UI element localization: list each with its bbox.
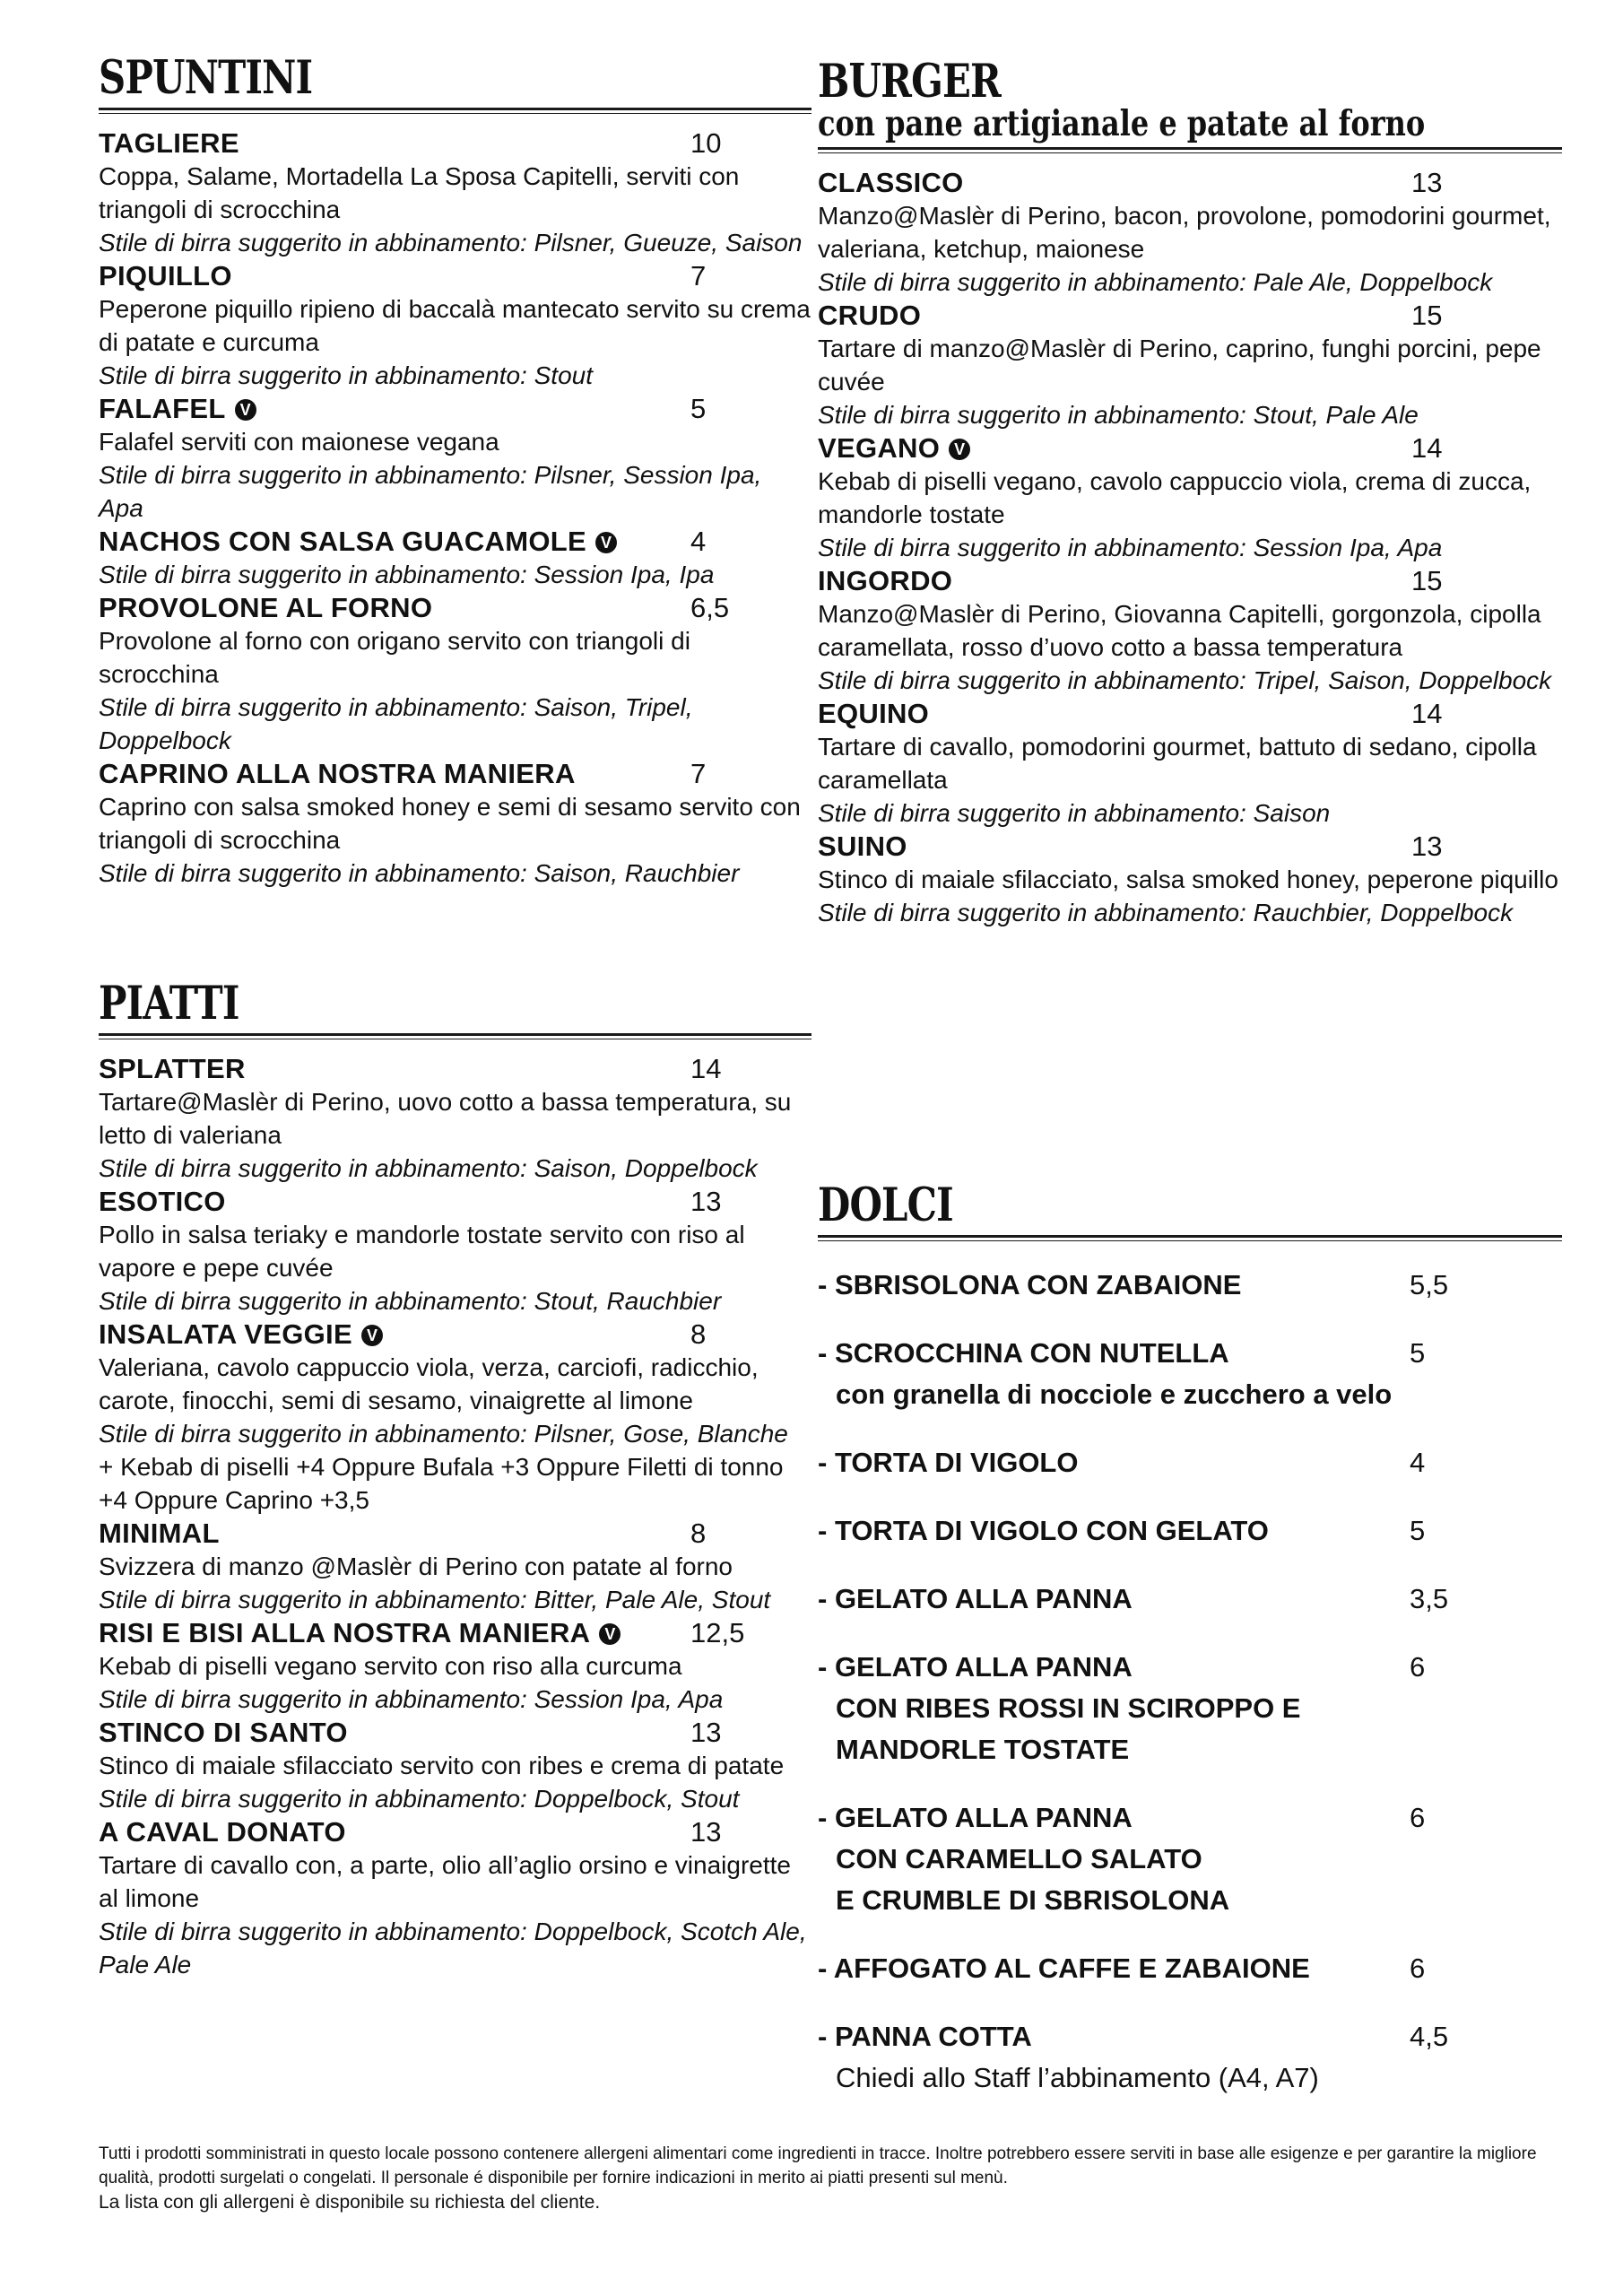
menu-item-description: Falafel serviti con maionese vegana: [99, 428, 499, 456]
section-divider: [818, 1235, 1562, 1241]
dessert-name: GELATO ALLA PANNA: [834, 1583, 1133, 1614]
menu-item: [99, 1052, 812, 1185]
menu-item-price: 10: [690, 127, 722, 159]
vegan-leaf-icon: V: [595, 532, 617, 553]
menu-item-name: PROVOLONE AL FORNO: [99, 592, 433, 623]
menu-item-price: 13: [690, 1186, 722, 1217]
menu-item-name: CRUDO: [818, 300, 922, 331]
vegan-leaf-icon: V: [949, 439, 970, 460]
dessert-detail-line: MANDORLE TOSTATE: [836, 1734, 1130, 1765]
menu-item: [818, 299, 1562, 431]
menu-item-description: Coppa, Salame, Mortadella La Sposa Capitelli, serviti con triangoli di scrocchina: [99, 162, 740, 223]
menu-item-price: 14: [1411, 698, 1443, 729]
vegan-leaf-icon: V: [599, 1623, 621, 1645]
dessert-price: 5: [1410, 1337, 1426, 1369]
menu-item: [99, 1517, 812, 1616]
menu-item: [99, 259, 812, 392]
dessert-item: [818, 2016, 1562, 2099]
menu-item-header: [99, 1815, 812, 1848]
menu-item-description: Tartare di cavallo con, a parte, olio all’aglio orsino e vinaigrette al limone: [99, 1851, 791, 1912]
vegan-leaf-icon: V: [235, 399, 256, 421]
menu-item-price: 8: [690, 1318, 707, 1350]
dessert-price: 6: [1410, 1952, 1426, 1984]
menu-item-description: Tartare di manzo@Maslèr di Perino, caprino, funghi porcini, pepe cuvée: [818, 335, 1541, 396]
menu-item: [99, 126, 812, 259]
dessert-name: GELATO ALLA PANNA: [834, 1802, 1133, 1833]
dessert-detail-line: E CRUMBLE DI SBRISOLONA: [836, 1884, 1230, 1916]
dessert-detail-line: CON CARAMELLO SALATO: [836, 1843, 1202, 1874]
section-subtitle: con pane artigianale e patate al forno: [818, 103, 1426, 144]
menu-item-header: [818, 697, 1562, 730]
section-divider: [99, 108, 812, 114]
menu-item-price: 4: [690, 526, 707, 557]
menu-item: [99, 525, 812, 591]
menu-item: [99, 1318, 812, 1517]
menu-item-description: Manzo@Maslèr di Perino, bacon, provolone, pomodorini gourmet, valeriana, ketchup, maionese: [818, 202, 1551, 263]
menu-item-price: 7: [690, 758, 707, 789]
menu-item-name: INSALATA VEGGIE: [99, 1318, 352, 1350]
dessert-name-line: [818, 2016, 1562, 2057]
beer-pairing: Stile di birra suggerito in abbinamento: Bitter, Pale Ale, Stout: [99, 1586, 771, 1613]
section-dolci: [818, 1179, 1562, 2126]
menu-item-name: NACHOS CON SALSA GUACAMOLE: [99, 526, 586, 557]
dessert-item: [818, 1333, 1562, 1415]
menu-item-header: [818, 299, 1562, 332]
menu-item-price: 13: [1411, 831, 1443, 862]
disclaimer-text: Tutti i prodotti somministrati in questo locale possono contenere allergeni alimentari come ingredienti in tracce. Inoltre potrebbero essere serviti in base alle esigenze e per garantire la migliore qualità, prodotti surgelati o congelati. Il personale é disponibile per fornire indicazioni in merito ai piatti presenti sul menù.: [99, 2144, 1537, 2187]
menu-item-name: CLASSICO: [818, 167, 964, 198]
menu-item-price: 15: [1411, 565, 1443, 596]
menu-item: [818, 830, 1562, 929]
dessert-name: TORTA DI VIGOLO: [834, 1447, 1079, 1478]
section-divider: [99, 1033, 812, 1039]
section-piatti: [99, 978, 812, 1981]
list-bullet: -: [818, 1337, 835, 1369]
menu-item: [99, 1716, 812, 1815]
menu-item-name: TAGLIERE: [99, 127, 239, 159]
menu-item-header: [99, 591, 812, 624]
menu-item-name: INGORDO: [818, 565, 953, 596]
dolci-items: [818, 1265, 1562, 2099]
list-bullet: -: [818, 1515, 835, 1546]
menu-item-header: [99, 126, 812, 160]
menu-item-description: Tartare@Maslèr di Perino, uovo cotto a bassa temperatura, su letto di valeriana: [99, 1088, 792, 1149]
beer-pairing: Stile di birra suggerito in abbinamento: Stout, Rauchbier: [99, 1287, 722, 1315]
allergen-disclaimer: [99, 2142, 1551, 2214]
dessert-name-line: [818, 1647, 1562, 1688]
menu-item-name: PIQUILLO: [99, 260, 232, 291]
menu-item-header: [99, 1052, 812, 1085]
menu-item: [818, 431, 1562, 564]
menu-item-price: 5: [690, 393, 707, 424]
menu-item-header: [818, 166, 1562, 199]
beer-pairing: Stile di birra suggerito in abbinamento: Pale Ale, Doppelbock: [818, 268, 1493, 296]
section-spuntini: [99, 52, 812, 890]
list-bullet: -: [818, 1269, 835, 1300]
menu-item-extras: + Kebab di piselli +4 Oppure Bufala +3 Oppure Filetti di tonno +4 Oppure Caprino +3,5: [99, 1453, 784, 1514]
menu-item-header: [99, 757, 812, 790]
section-title: DOLCI: [818, 1178, 953, 1232]
list-bullet: -: [818, 1583, 835, 1614]
menu-item-name: RISI E BISI ALLA NOSTRA MANIERA: [99, 1617, 591, 1648]
menu-item: [818, 564, 1562, 697]
dessert-price: 5: [1410, 1515, 1426, 1546]
menu-items: [99, 1052, 812, 1981]
dessert-detail-line: con granella di nocciole e zucchero a velo: [836, 1378, 1393, 1410]
dessert-name-line: [818, 1797, 1562, 1839]
list-bullet: -: [818, 1651, 835, 1683]
dessert-item: [818, 1265, 1562, 1306]
section-divider: [818, 147, 1562, 153]
menu-item-header: [818, 564, 1562, 597]
menu-item-header: [99, 1185, 812, 1218]
dessert-note: Chiedi allo Staff l’abbinamento (A4, A7): [836, 2062, 1319, 2093]
menu-item-price: 14: [690, 1053, 722, 1084]
menu-item-name: SUINO: [818, 831, 907, 862]
dessert-item: [818, 1647, 1562, 1770]
dessert-item: [818, 1442, 1562, 1483]
beer-pairing: Stile di birra suggerito in abbinamento: Pilsner, Gueuze, Saison: [99, 229, 803, 257]
allergen-list-note: La lista con gli allergeni è disponibile su richiesta del cliente.: [99, 2192, 601, 2213]
menu-item-price: 13: [690, 1717, 722, 1748]
list-bullet: -: [818, 1447, 835, 1478]
menu-item-name: MINIMAL: [99, 1518, 220, 1549]
menu-item-description: Tartare di cavallo, pomodorini gourmet, battuto di sedano, cipolla caramellata: [818, 733, 1537, 794]
dessert-price: 6: [1410, 1651, 1426, 1683]
menu-items: [818, 166, 1562, 929]
menu-item-description: Pollo in salsa teriaky e mandorle tostate servito con riso al vapore e pepe cuvée: [99, 1221, 745, 1282]
dessert-name-line: [818, 1510, 1562, 1552]
menu-item-header: [818, 830, 1562, 863]
menu-item-name: SPLATTER: [99, 1053, 246, 1084]
menu-item-header: [99, 1318, 812, 1351]
list-bullet: -: [818, 1802, 835, 1833]
beer-pairing: Stile di birra suggerito in abbinamento: Session Ipa, Apa: [818, 534, 1443, 561]
beer-pairing: Stile di birra suggerito in abbinamento: Saison: [818, 799, 1331, 827]
list-bullet: -: [818, 1952, 834, 1984]
menu-item: [99, 591, 812, 757]
menu-item-header: [99, 392, 812, 425]
dessert-item: [818, 1510, 1562, 1552]
menu-item-name: VEGANO: [818, 432, 941, 464]
dessert-item: [818, 1578, 1562, 1620]
menu-item-price: 14: [1411, 432, 1443, 464]
menu-item-description: Valeriana, cavolo cappuccio viola, verza, carciofi, radicchio, carote, finocchi, semi di sesamo, vinaigrette al limone: [99, 1353, 759, 1414]
menu-item-description: Peperone piquillo ripieno di baccalà mantecato servito su crema di patate e curcuma: [99, 295, 811, 356]
list-bullet: -: [818, 2021, 835, 2052]
menu-item-price: 12,5: [690, 1617, 745, 1648]
beer-pairing: Stile di birra suggerito in abbinamento: Saison, Tripel, Doppelbock: [99, 693, 693, 754]
menu-item-name: A CAVAL DONATO: [99, 1816, 346, 1848]
section-title: SPUNTINI: [99, 51, 313, 105]
menu-items: [99, 126, 812, 890]
menu-item-description: Stinco di maiale sfilacciato, salsa smoked honey, peperone piquillo: [818, 865, 1558, 893]
menu-item-description: Provolone al forno con origano servito con triangoli di scrocchina: [99, 627, 690, 688]
menu-item-price: 7: [690, 260, 707, 291]
menu-item: [99, 1616, 812, 1716]
dessert-price: 5,5: [1410, 1269, 1449, 1300]
menu-item-header: [99, 1517, 812, 1550]
section-title: PIATTI: [99, 977, 239, 1031]
beer-pairing: Stile di birra suggerito in abbinamento: Saison, Rauchbier: [99, 859, 740, 887]
menu-item-description: Kebab di piselli vegano, cavolo cappuccio viola, crema di zucca, mandorle tostate: [818, 467, 1532, 528]
menu-item-price: 8: [690, 1518, 707, 1549]
dessert-item: [818, 1797, 1562, 1921]
menu-item-name: ESOTICO: [99, 1186, 226, 1217]
menu-item-description: Svizzera di manzo @Maslèr di Perino con patate al forno: [99, 1552, 733, 1580]
menu-item-price: 13: [690, 1816, 722, 1848]
beer-pairing: Stile di birra suggerito in abbinamento: Stout, Pale Ale: [818, 401, 1419, 429]
section-title: BURGER: [818, 55, 1002, 109]
dessert-name-line: [818, 1948, 1562, 1989]
menu-item-header: [99, 525, 812, 558]
dessert-name: GELATO ALLA PANNA: [834, 1651, 1133, 1683]
menu-item-name: STINCO DI SANTO: [99, 1717, 348, 1748]
dessert-name-line: [818, 1442, 1562, 1483]
dessert-item: [818, 1948, 1562, 1989]
dessert-price: 6: [1410, 1802, 1426, 1833]
beer-pairing: Stile di birra suggerito in abbinamento: Pilsner, Gose, Blanche: [99, 1420, 788, 1448]
beer-pairing: Stile di birra suggerito in abbinamento: Session Ipa, Ipa: [99, 561, 715, 588]
menu-item: [99, 1815, 812, 1981]
dessert-price: 3,5: [1410, 1583, 1449, 1614]
menu-item: [818, 697, 1562, 830]
menu-item-name: CAPRINO ALLA NOSTRA MANIERA: [99, 758, 576, 789]
beer-pairing: Stile di birra suggerito in abbinamento: Rauchbier, Doppelbock: [818, 899, 1514, 926]
menu-item: [99, 1185, 812, 1318]
beer-pairing: Stile di birra suggerito in abbinamento: Pilsner, Session Ipa, Apa: [99, 461, 762, 522]
menu-item-price: 13: [1411, 167, 1443, 198]
beer-pairing: Stile di birra suggerito in abbinamento: Tripel, Saison, Doppelbock: [818, 666, 1552, 694]
beer-pairing: Stile di birra suggerito in abbinamento: Stout: [99, 361, 593, 389]
beer-pairing: Stile di birra suggerito in abbinamento: Session Ipa, Apa: [99, 1685, 724, 1713]
section-burger: [818, 56, 1562, 929]
dessert-name-line: [818, 1578, 1562, 1620]
vegan-leaf-icon: V: [361, 1325, 383, 1346]
menu-item-price: 6,5: [690, 592, 730, 623]
menu-item-header: [99, 259, 812, 292]
dessert-name: TORTA DI VIGOLO CON GELATO: [834, 1515, 1269, 1546]
dessert-price: 4: [1410, 1447, 1426, 1478]
dessert-price: 4,5: [1410, 2021, 1449, 2052]
menu-item-header: [99, 1716, 812, 1749]
menu-item-description: Stinco di maiale sfilacciato servito con ribes e crema di patate: [99, 1752, 785, 1779]
menu-item-description: Caprino con salsa smoked honey e semi di sesamo servito con triangoli di scrocchina: [99, 793, 801, 854]
menu-item: [99, 392, 812, 525]
dessert-name: SCROCCHINA CON NUTELLA: [834, 1337, 1229, 1369]
menu-item-price: 15: [1411, 300, 1443, 331]
dessert-name-line: [818, 1265, 1562, 1306]
dessert-detail-line: CON RIBES ROSSI IN SCIROPPO E: [836, 1692, 1301, 1724]
menu-item: [818, 166, 1562, 299]
menu-item: [99, 757, 812, 890]
menu-item-name: FALAFEL: [99, 393, 226, 424]
beer-pairing: Stile di birra suggerito in abbinamento: Doppelbock, Stout: [99, 1785, 740, 1813]
dessert-name: PANNA COTTA: [834, 2021, 1032, 2052]
beer-pairing: Stile di birra suggerito in abbinamento: Saison, Doppelbock: [99, 1154, 758, 1182]
dessert-name-line: [818, 1333, 1562, 1374]
dessert-name: SBRISOLONA CON ZABAIONE: [834, 1269, 1242, 1300]
dessert-name: AFFOGATO AL CAFFE E ZABAIONE: [833, 1952, 1310, 1984]
menu-item-header: [99, 1616, 812, 1649]
menu-item-name: EQUINO: [818, 698, 930, 729]
menu-item-header: [818, 431, 1562, 465]
beer-pairing: Stile di birra suggerito in abbinamento: Doppelbock, Scotch Ale, Pale Ale: [99, 1918, 807, 1979]
menu-item-description: Kebab di piselli vegano servito con riso alla curcuma: [99, 1652, 682, 1680]
menu-item-description: Manzo@Maslèr di Perino, Giovanna Capitelli, gorgonzola, cipolla caramellata, rosso d’uovo cotto a bassa temperatura: [818, 600, 1541, 661]
